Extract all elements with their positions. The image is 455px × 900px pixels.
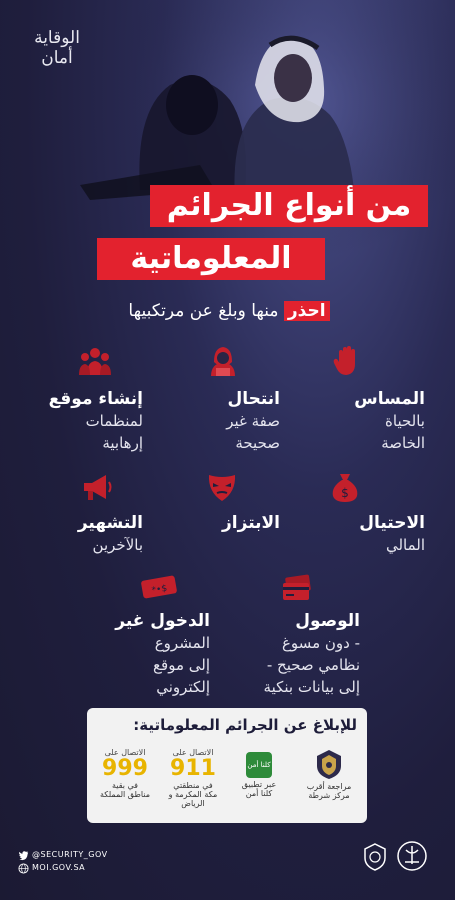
kollona-amn-app-icon: كلنا أمن xyxy=(246,752,272,778)
report-box xyxy=(87,708,367,823)
crime-impersonation xyxy=(170,388,280,454)
police-line2: مركز شرطة xyxy=(308,791,350,800)
call-999-label: الاتصال على xyxy=(104,748,146,757)
hacker-icon xyxy=(206,344,240,378)
app-line1: عبر تطبيق xyxy=(241,780,277,789)
terrorist-group-icon xyxy=(78,344,112,378)
crime-body-line: إلى موقع xyxy=(153,656,210,674)
report-title: للإبلاغ عن الجرائم المعلوماتية: xyxy=(133,716,357,734)
bank-card-icon xyxy=(280,572,314,606)
police-badge-icon xyxy=(314,748,344,780)
police-line1: مراجعة أقرب xyxy=(306,782,352,791)
crime-fraud xyxy=(300,512,425,556)
page-title-line2: المعلوماتية xyxy=(97,238,325,280)
crime-terror-site xyxy=(28,388,143,454)
twitter-handle[interactable]: @SECURITY_GOV xyxy=(32,850,108,859)
crime-body-line: لمنظمات xyxy=(85,412,143,430)
crime-body-line: إرهابية xyxy=(102,434,143,452)
password-icon xyxy=(140,570,180,604)
call-999-line1: في بقية xyxy=(111,781,138,790)
twitter-icon xyxy=(18,850,29,861)
number-911: 911 xyxy=(170,756,216,781)
crime-heading: الوصول xyxy=(295,611,360,631)
stop-hand-icon xyxy=(330,344,364,378)
public-security-emblem xyxy=(362,842,388,872)
svg-text:*•$: *•$ xyxy=(150,583,169,597)
call-911-label: الاتصال على xyxy=(172,748,214,757)
crime-heading: التشهير xyxy=(77,513,143,533)
page-title-line1: من أنواع الجرائم xyxy=(150,185,428,227)
megaphone-icon xyxy=(80,470,114,504)
report-call-911 xyxy=(159,748,227,808)
crime-body-line: نظامي صحيح - xyxy=(266,656,360,674)
crime-body-line: بالحياة xyxy=(385,412,425,430)
crime-defamation xyxy=(28,512,143,556)
crime-heading: المساس xyxy=(354,389,425,409)
crime-heading: الدخول غير xyxy=(115,611,210,631)
campaign-logo: الوقاية أمان xyxy=(34,28,80,68)
app-line2: كلنا أمن xyxy=(245,789,273,798)
mask-icon xyxy=(205,470,239,504)
crime-heading: انتحال xyxy=(227,389,280,409)
call-911-line2: مكة المكرمة و الرياض xyxy=(168,790,218,808)
crime-body-line: الخاصة xyxy=(381,434,425,452)
website-link[interactable]: MOI.GOV.SA xyxy=(32,863,86,872)
report-call-999 xyxy=(93,748,157,799)
number-999: 999 xyxy=(102,756,148,781)
svg-text:$: $ xyxy=(341,486,349,500)
call-999-line2: مناطق المملكة xyxy=(100,790,150,799)
crime-body-line: بالآخرين xyxy=(92,536,143,554)
crime-body-line: صفة غير xyxy=(226,412,280,430)
report-app xyxy=(229,748,289,798)
subtitle-text: منها وبلغ عن مرتكبيها xyxy=(128,301,279,321)
crime-blackmail xyxy=(170,512,280,534)
crime-body-line: صحيحة xyxy=(235,434,280,452)
warn-label: احذر xyxy=(284,301,330,321)
crime-unauthorized-access xyxy=(95,610,210,698)
crime-body-line: إلى بيانات بنكية xyxy=(263,678,360,696)
money-bag-icon xyxy=(328,470,362,504)
globe-icon xyxy=(18,863,29,874)
crime-heading: الاحتيال xyxy=(359,513,425,533)
crime-body-line: - دون مسوغ xyxy=(281,634,360,652)
subtitle xyxy=(60,296,398,326)
crime-bank-data-access xyxy=(245,610,360,698)
moi-emblem xyxy=(396,840,428,872)
crime-body-line: إلكتروني xyxy=(156,678,210,696)
crime-heading: إنشاء موقع xyxy=(48,389,143,409)
crime-body-line: المشروع xyxy=(154,634,210,652)
report-police xyxy=(299,748,359,800)
call-911-line1: في منطقتي xyxy=(173,781,213,790)
crime-privacy xyxy=(305,388,425,454)
crime-heading: الابتزاز xyxy=(222,513,280,533)
crime-body-line: المالي xyxy=(385,536,425,554)
